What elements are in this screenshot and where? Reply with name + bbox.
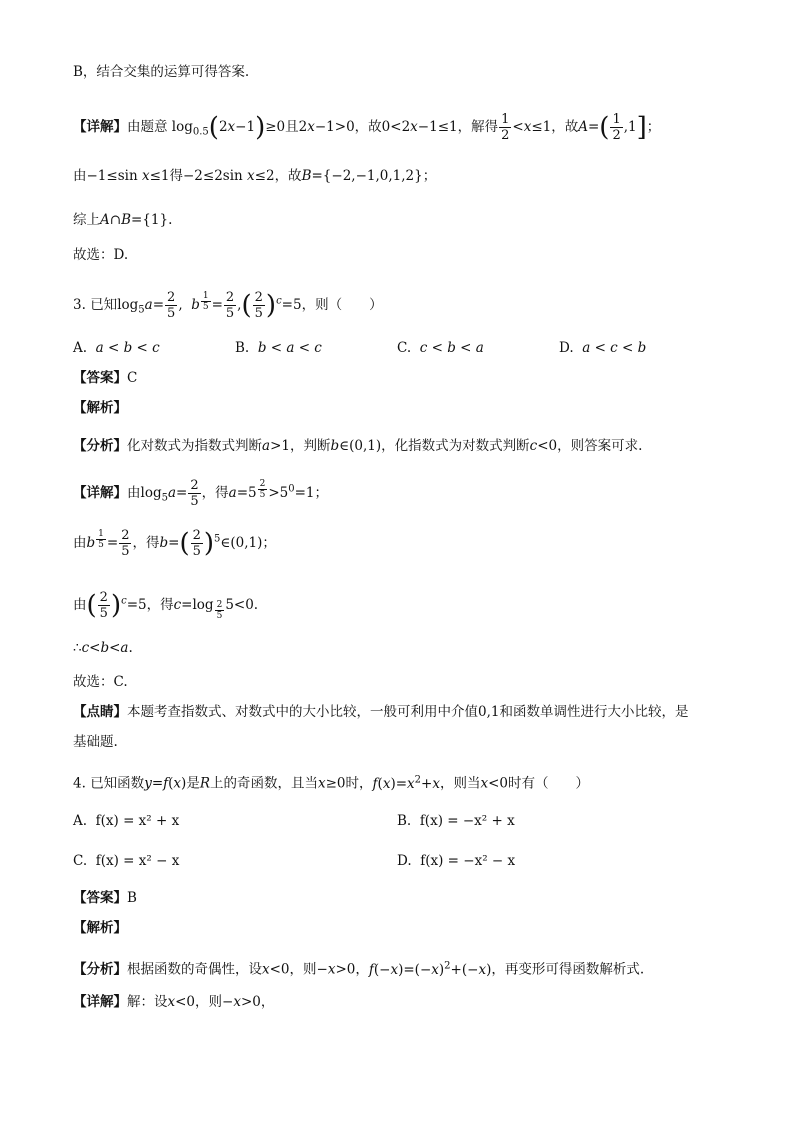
text: ，解得 (457, 119, 499, 135)
text: ，故 (354, 119, 382, 135)
math-expr: B={−2,−1,0,1,2}； (301, 168, 437, 184)
therefore-symbol: ∴ (73, 640, 82, 656)
math-expr: c=log $_{\frac{2}{5}}$ 5<0. (173, 597, 259, 621)
option-expr: f(x) = x² − x (95, 853, 180, 869)
math-expr: c<0 (529, 438, 558, 454)
q4-option-d[interactable] (397, 851, 515, 871)
text: 由 (127, 485, 141, 501)
q4-option-c[interactable] (73, 851, 179, 871)
text: 综上 (73, 212, 100, 228)
text-line (73, 210, 754, 230)
analysis-tag: 【解析】 (73, 920, 127, 936)
option-label: C. (73, 853, 88, 869)
math-expr: $\log_5a=$ $\frac{2}{5}$ , b $^{\frac{1}{5}}$ = $\frac{2}{5}$ ,( $\frac{2}{5}$ )$^c$=5 (117, 290, 302, 321)
answer-line (73, 888, 754, 908)
fenxi-tag: 【分析】 (73, 438, 127, 454)
text-line (73, 638, 754, 658)
math-expr: −1≤sin x≤1 (86, 168, 170, 184)
question-3 (73, 290, 754, 321)
math-expr: b $^{\frac{1}{5}}$ = $\frac{2}{5}$ (86, 528, 130, 559)
option-label: D. (397, 853, 412, 869)
text: ，化指数式为对数式判断 (381, 438, 530, 454)
analysis-line (73, 398, 754, 418)
answer-value: B (127, 890, 137, 906)
text: 解：设 (127, 994, 168, 1010)
choice-text: 故选：D. (73, 247, 129, 263)
analysis-line (73, 918, 754, 938)
detail-tag: 【详解】 (73, 119, 127, 135)
text-line (73, 245, 754, 265)
q3-option-a[interactable] (73, 338, 160, 358)
math-expr: y=f(x) (144, 775, 187, 792)
option-expr: a < b < c (95, 340, 160, 356)
math-expr: b=( $\frac{2}{5}$ )$^5$∈(0,1)； (159, 528, 276, 559)
option-expr: c < b < a (419, 340, 484, 356)
math-expr: x≥0 (318, 775, 346, 792)
q3-option-b[interactable] (235, 338, 322, 358)
fenxi-line: 【分析】根据函数的奇偶性，设x<0，则−x>0，$f(-x)=(-x)^2+(-x)$，再变形可得函数解析式. (73, 960, 645, 978)
detail-tag: 【详解】 (73, 994, 127, 1010)
text: ，得 (146, 597, 174, 613)
q3-option-d[interactable] (559, 338, 646, 358)
fenxi-tag: 【分析】 (73, 961, 127, 978)
math-expr: a=5 $^{\frac{2}{5}}$ $>5^0=1$； (228, 478, 329, 501)
option-label: A. (73, 813, 88, 829)
math-expr: 0<2x−1≤1 (381, 119, 458, 135)
option-expr: b < a < c (257, 340, 322, 356)
text: 已知 (90, 297, 118, 313)
math-expr: c<b<a (81, 640, 129, 656)
text: 由 (73, 535, 87, 551)
math-expr: $\log_{0.5}(2x-1)\ge 0$ (171, 112, 286, 143)
option-label: B. (235, 340, 250, 356)
text: ，故 (274, 168, 302, 184)
text-line (73, 62, 754, 82)
dianjing-tag: 【点睛】 (73, 704, 127, 720)
detail-line (73, 992, 754, 1012)
math-expr: −x>0， (222, 994, 275, 1010)
math-expr: x<0 (262, 961, 290, 978)
text: 时， (345, 775, 373, 792)
option-label: D. (559, 340, 574, 356)
math-expr: a>1 (262, 438, 290, 454)
answer-line (73, 368, 754, 388)
dianjing-line (73, 702, 754, 722)
text: 基础题. (73, 734, 118, 750)
text-line (73, 590, 754, 621)
option-expr: f(x) = −x² + x (419, 813, 515, 829)
text: ，则 (195, 994, 223, 1010)
text: 化对数式为指数式判断 (127, 438, 262, 454)
math-expr: ( $\frac{2}{5}$ )$^c$=5 (86, 590, 147, 621)
answer-tag: 【答案】 (73, 890, 127, 906)
text: ，则（ ） (301, 297, 383, 313)
option-expr: a < c < b (582, 340, 647, 356)
text: ，则答案可求. (557, 438, 643, 454)
math-expr: $\frac{1}{2}$ <x≤1 (501, 112, 552, 143)
analysis-tag: 【解析】 (73, 400, 127, 416)
math-expr: $f(-x)=(-x)^2+(-x)$ (368, 960, 492, 978)
text: 由题意 (127, 119, 168, 135)
math-expr: R (199, 775, 210, 792)
fenxi-line (73, 436, 754, 456)
text: ，故 (551, 119, 579, 135)
text: 得 (169, 168, 183, 184)
continuation-text: B，结合交集的运算可得答案. (73, 64, 250, 80)
q3-option-c[interactable] (397, 338, 484, 358)
option-label: B. (397, 813, 412, 829)
text-line (73, 672, 754, 692)
option-expr: f(x) = x² + x (95, 813, 180, 829)
text: ，再变形可得函数解析式. (491, 961, 645, 978)
text: 且 (285, 119, 299, 135)
question-number: 4. (73, 775, 86, 792)
text: . (128, 640, 133, 656)
math-expr: $\log_5a=$ $\frac{2}{5}$ (140, 478, 199, 509)
text-line (73, 166, 754, 186)
text: 时有（ ） (508, 775, 589, 792)
question-4 (73, 770, 754, 794)
q4-option-a[interactable] (73, 811, 179, 831)
option-label: C. (397, 340, 412, 356)
math-expr: A∩B={1}. (100, 212, 173, 228)
text: 由 (73, 597, 87, 613)
detail-line (73, 112, 754, 143)
option-label: A. (73, 340, 88, 356)
text: ，得 (132, 535, 160, 551)
detail-line (73, 478, 754, 509)
text: 根据函数的奇偶性，设 (127, 961, 262, 978)
text: 由 (73, 168, 87, 184)
math-expr: A=( $\frac{1}{2}$ ,1]； (578, 112, 661, 143)
text: ，得 (201, 485, 229, 501)
text: ，则当 (439, 775, 481, 792)
math-expr: −x>0 (316, 961, 356, 978)
math-expr: x<0 (167, 994, 196, 1010)
text-line (73, 528, 754, 559)
math-expr: b∈(0,1) (330, 438, 382, 454)
math-expr: x<0 (480, 775, 508, 792)
text: 是 (186, 775, 200, 792)
option-expr: f(x) = −x² − x (420, 853, 516, 869)
detail-tag: 【详解】 (73, 485, 127, 501)
text: 本题考查指数式、对数式中的大小比较，一般可利用中介值0,1和函数单调性进行大小比较，是 (127, 704, 689, 720)
text: 上的奇函数，且当 (210, 775, 318, 792)
math-expr: 2x−1>0 (298, 119, 355, 135)
q4-option-b[interactable] (397, 811, 515, 831)
text: ，则 (289, 961, 317, 978)
answer-value: C (127, 370, 138, 386)
choice-text: 故选：C. (73, 674, 128, 690)
question-number: 3. (73, 297, 86, 313)
text: 已知函数 (90, 775, 145, 792)
text-line (73, 732, 754, 752)
text: ，判断 (289, 438, 331, 454)
math-expr: $f(x)=x^2+x$ (372, 774, 440, 792)
answer-tag: 【答案】 (73, 370, 127, 386)
math-expr: −2≤2sin x≤2 (182, 168, 275, 184)
